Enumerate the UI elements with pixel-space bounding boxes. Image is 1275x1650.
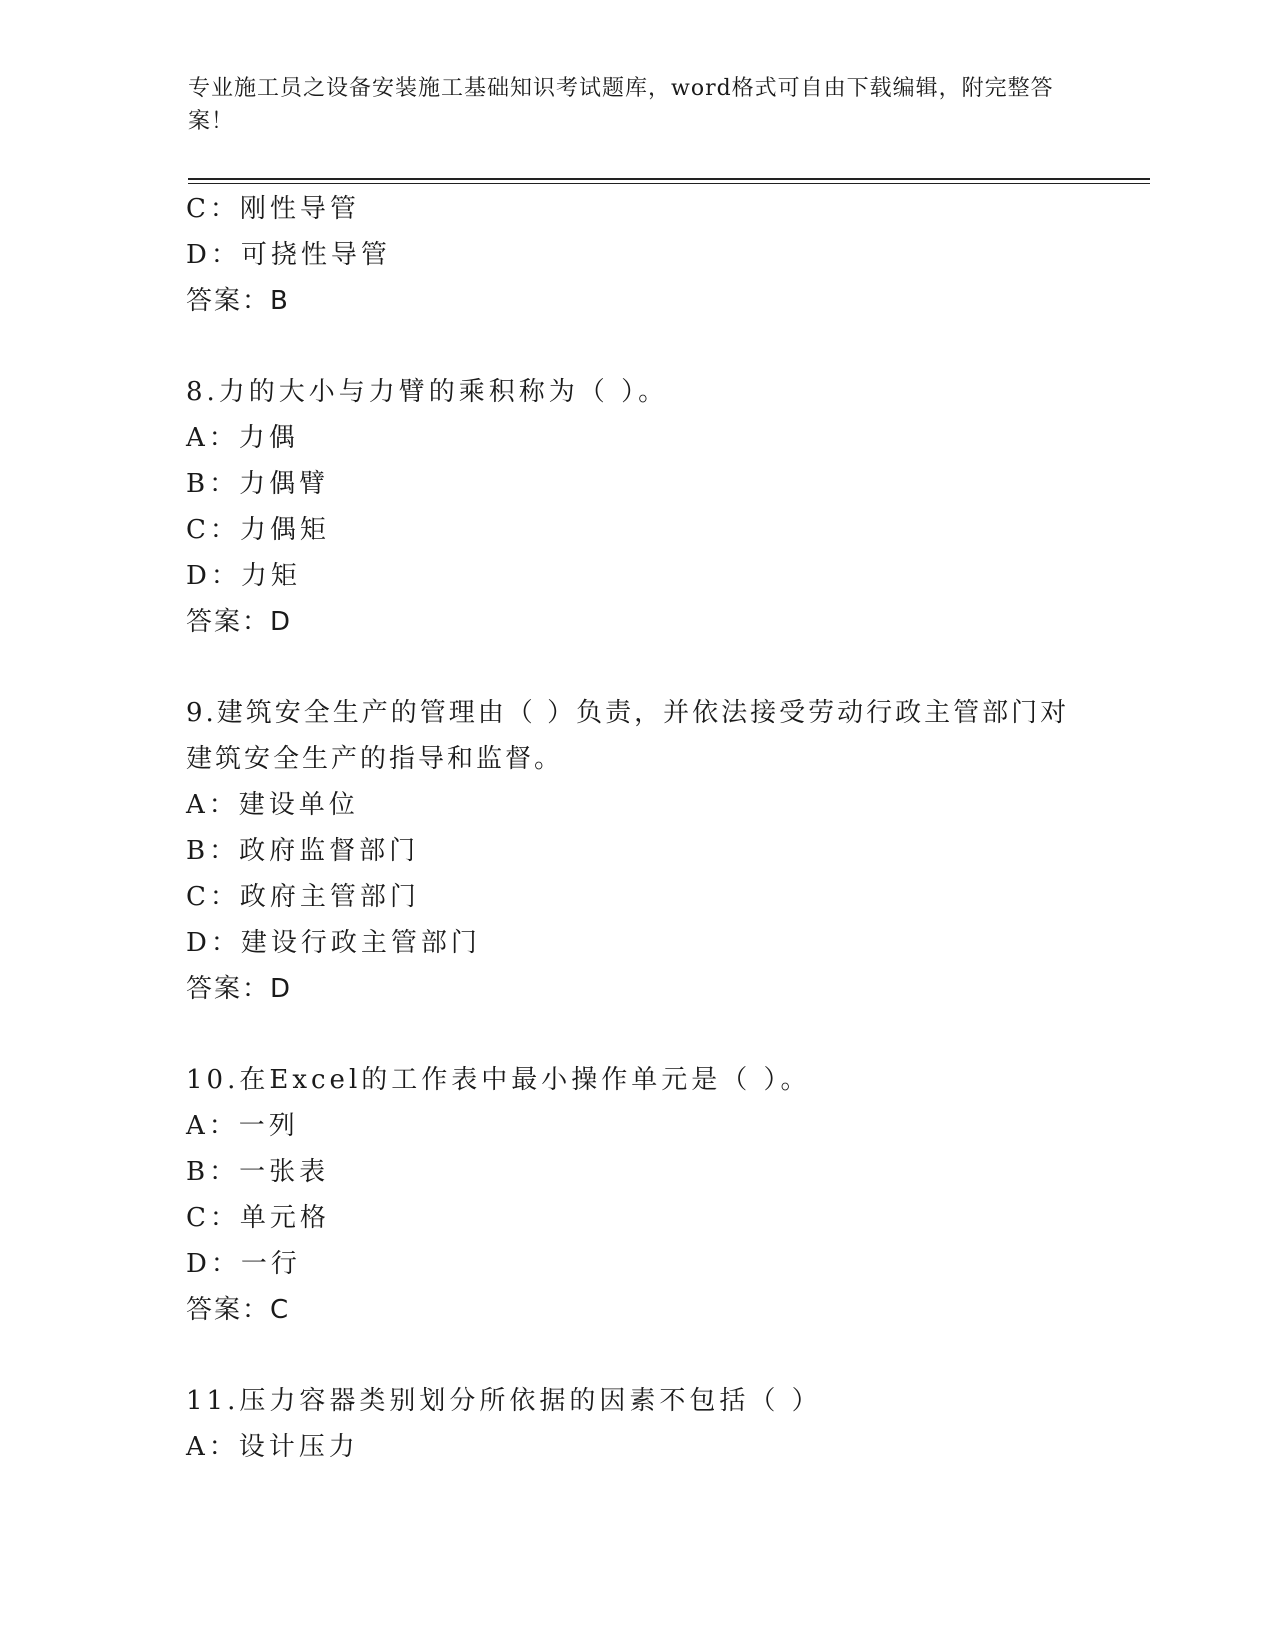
question-stem: 10.在Excel的工作表中最小操作单元是（ ）。: [186, 1065, 811, 1095]
option-d: D：力矩: [186, 561, 301, 591]
question-9: [186, 690, 1086, 1012]
header-divider-thick: [188, 178, 1150, 180]
option-c: C：政府主管部门: [186, 882, 420, 912]
option-a: A：一列: [186, 1111, 299, 1141]
spacer: [186, 645, 1086, 690]
spacer: [186, 324, 1086, 369]
question-stem: 11.压力容器类别划分所依据的因素不包括（ ）: [186, 1386, 822, 1416]
question-stem: 9.建筑安全生产的管理由（ ）负责，并依法接受劳动行政主管部门对建筑安全生产的指导和监督。: [186, 698, 1070, 774]
option-a: A：力偶: [186, 423, 299, 453]
option-d: D：可挠性导管: [186, 240, 391, 270]
option-b: B：力偶臂: [186, 469, 330, 499]
option-c: C：力偶矩: [186, 515, 330, 545]
option-a: A：设计压力: [186, 1432, 359, 1462]
option-d: D：一行: [186, 1249, 301, 1279]
question-11: [186, 1378, 1086, 1470]
question-7-tail: [186, 186, 1086, 324]
answer: 答案：D: [186, 974, 293, 1004]
header-divider-thin: [188, 183, 1150, 184]
page-header: 专业施工员之设备安装施工基础知识考试题库，word格式可自由下载编辑，附完整答案！: [188, 76, 1054, 134]
spacer: [186, 1333, 1086, 1378]
question-list: [186, 186, 1086, 1470]
answer: 答案：D: [186, 607, 293, 637]
question-8: [186, 369, 1086, 645]
answer: 答案：C: [186, 1295, 291, 1325]
answer: 答案：B: [186, 286, 290, 316]
question-stem: 8.力的大小与力臂的乘积称为（ ）。: [186, 377, 669, 407]
option-d: D：建设行政主管部门: [186, 928, 481, 958]
option-b: B：一张表: [186, 1157, 330, 1187]
option-b: B：政府监督部门: [186, 836, 420, 866]
option-c: C：刚性导管: [186, 194, 360, 224]
spacer: [186, 1012, 1086, 1057]
option-a: A：建设单位: [186, 790, 359, 820]
question-10: [186, 1057, 1086, 1333]
option-c: C：单元格: [186, 1203, 330, 1233]
